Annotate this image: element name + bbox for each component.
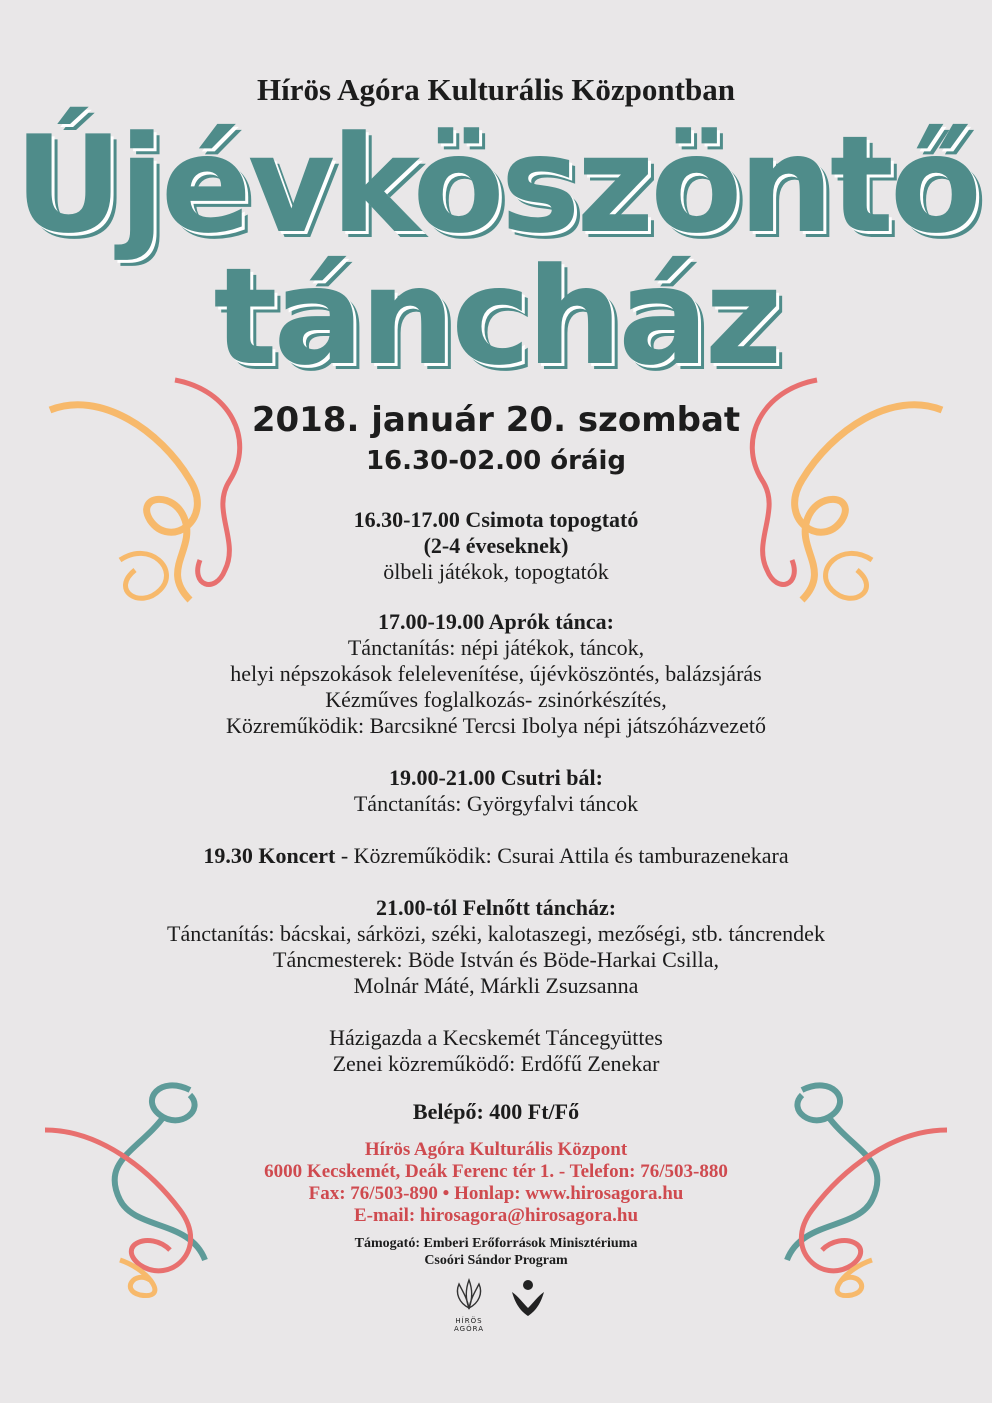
program-2-line: Kézműves foglalkozás- zsinórkészítés, bbox=[325, 687, 667, 712]
ministry-logo bbox=[508, 1278, 548, 1330]
contact-org: Hírös Agóra Kulturális Központ bbox=[364, 1139, 628, 1160]
program-4-description: - Közreműködik: Csurai Attila és tamburazenekara bbox=[335, 843, 789, 868]
sponsor-program: Csoóri Sándor Program bbox=[424, 1253, 568, 1268]
program-2-line: Tánctanítás: népi játékok, táncok, bbox=[347, 635, 645, 660]
sponsor-line: Támogató: Emberi Erőforrások Minisztériuma bbox=[354, 1236, 638, 1251]
program-block-5 bbox=[0, 895, 992, 999]
program-2-title: 17.00-19.00 Aprók tánca: bbox=[378, 609, 614, 634]
lotus-icon bbox=[449, 1278, 489, 1312]
event-date: 2018. január 20. szombat bbox=[251, 400, 741, 440]
ticket-price bbox=[0, 1099, 992, 1125]
contact-block bbox=[0, 1139, 992, 1227]
ticket-price-text: Belépő: 400 Ft/Fő bbox=[412, 1099, 580, 1124]
program-3-line: Tánctanítás: Györgyfalvi táncok bbox=[353, 791, 639, 816]
program-block-2 bbox=[0, 609, 992, 739]
event-hours: 16.30-02.00 óráig bbox=[365, 446, 627, 476]
program-4-title: 19.30 Koncert bbox=[203, 843, 336, 868]
logo-label: HÍRÖS AGÓRA bbox=[454, 1317, 484, 1333]
host-block bbox=[0, 1025, 992, 1077]
sponsor-block bbox=[0, 1235, 992, 1269]
music-line: Zenei közreműködő: Erdőfű Zenekar bbox=[332, 1051, 660, 1076]
program-2-line: Közreműködik: Barcsikné Tercsi Ibolya népi játszóházvezető bbox=[226, 713, 766, 738]
hiros-agora-logo bbox=[447, 1278, 491, 1333]
heart-figure-icon bbox=[508, 1278, 548, 1318]
event-title-line2: táncház bbox=[213, 239, 779, 395]
program-5-line: Táncmesterek: Böde István és Böde-Harkai Csilla, bbox=[273, 947, 719, 972]
contact-email: E-mail: hirosagora@hirosagora.hu bbox=[353, 1205, 639, 1226]
program-block-4 bbox=[0, 843, 992, 869]
program-block-3 bbox=[0, 765, 992, 817]
program-5-line: Tánctanítás: bácskai, sárközi, széki, kalotaszegi, mezőségi, stb. táncrendek bbox=[167, 921, 825, 946]
venue-heading: Hírös Agóra Kulturális Központban bbox=[257, 72, 735, 107]
host-line: Házigazda a Kecskemét Táncegyüttes bbox=[329, 1025, 663, 1050]
program-1-description: ölbeli játékok, topogtatók bbox=[383, 559, 609, 584]
event-title-line1: Újévköszöntő bbox=[14, 107, 978, 263]
program-1-title: 16.30-17.00 Csimota topogtató bbox=[353, 507, 639, 532]
program-5-title: 21.00-tól Felnőtt táncház: bbox=[375, 895, 617, 920]
program-1-subtitle: (2-4 éveseknek) bbox=[423, 533, 569, 558]
program-3-title: 19.00-21.00 Csutri bál: bbox=[389, 765, 603, 790]
program-block-1 bbox=[0, 507, 992, 585]
contact-address: 6000 Kecskemét, Deák Ferenc tér 1. - Telefon: 76/503-880 bbox=[264, 1161, 728, 1182]
contact-fax-web: Fax: 76/503-890 • Honlap: www.hirosagora.hu bbox=[308, 1183, 684, 1204]
program-5-line: Molnár Máté, Márkli Zsuzsanna bbox=[353, 973, 639, 998]
program-2-line: helyi népszokások felelevenítése, újévköszöntés, balázsjárás bbox=[230, 661, 762, 686]
